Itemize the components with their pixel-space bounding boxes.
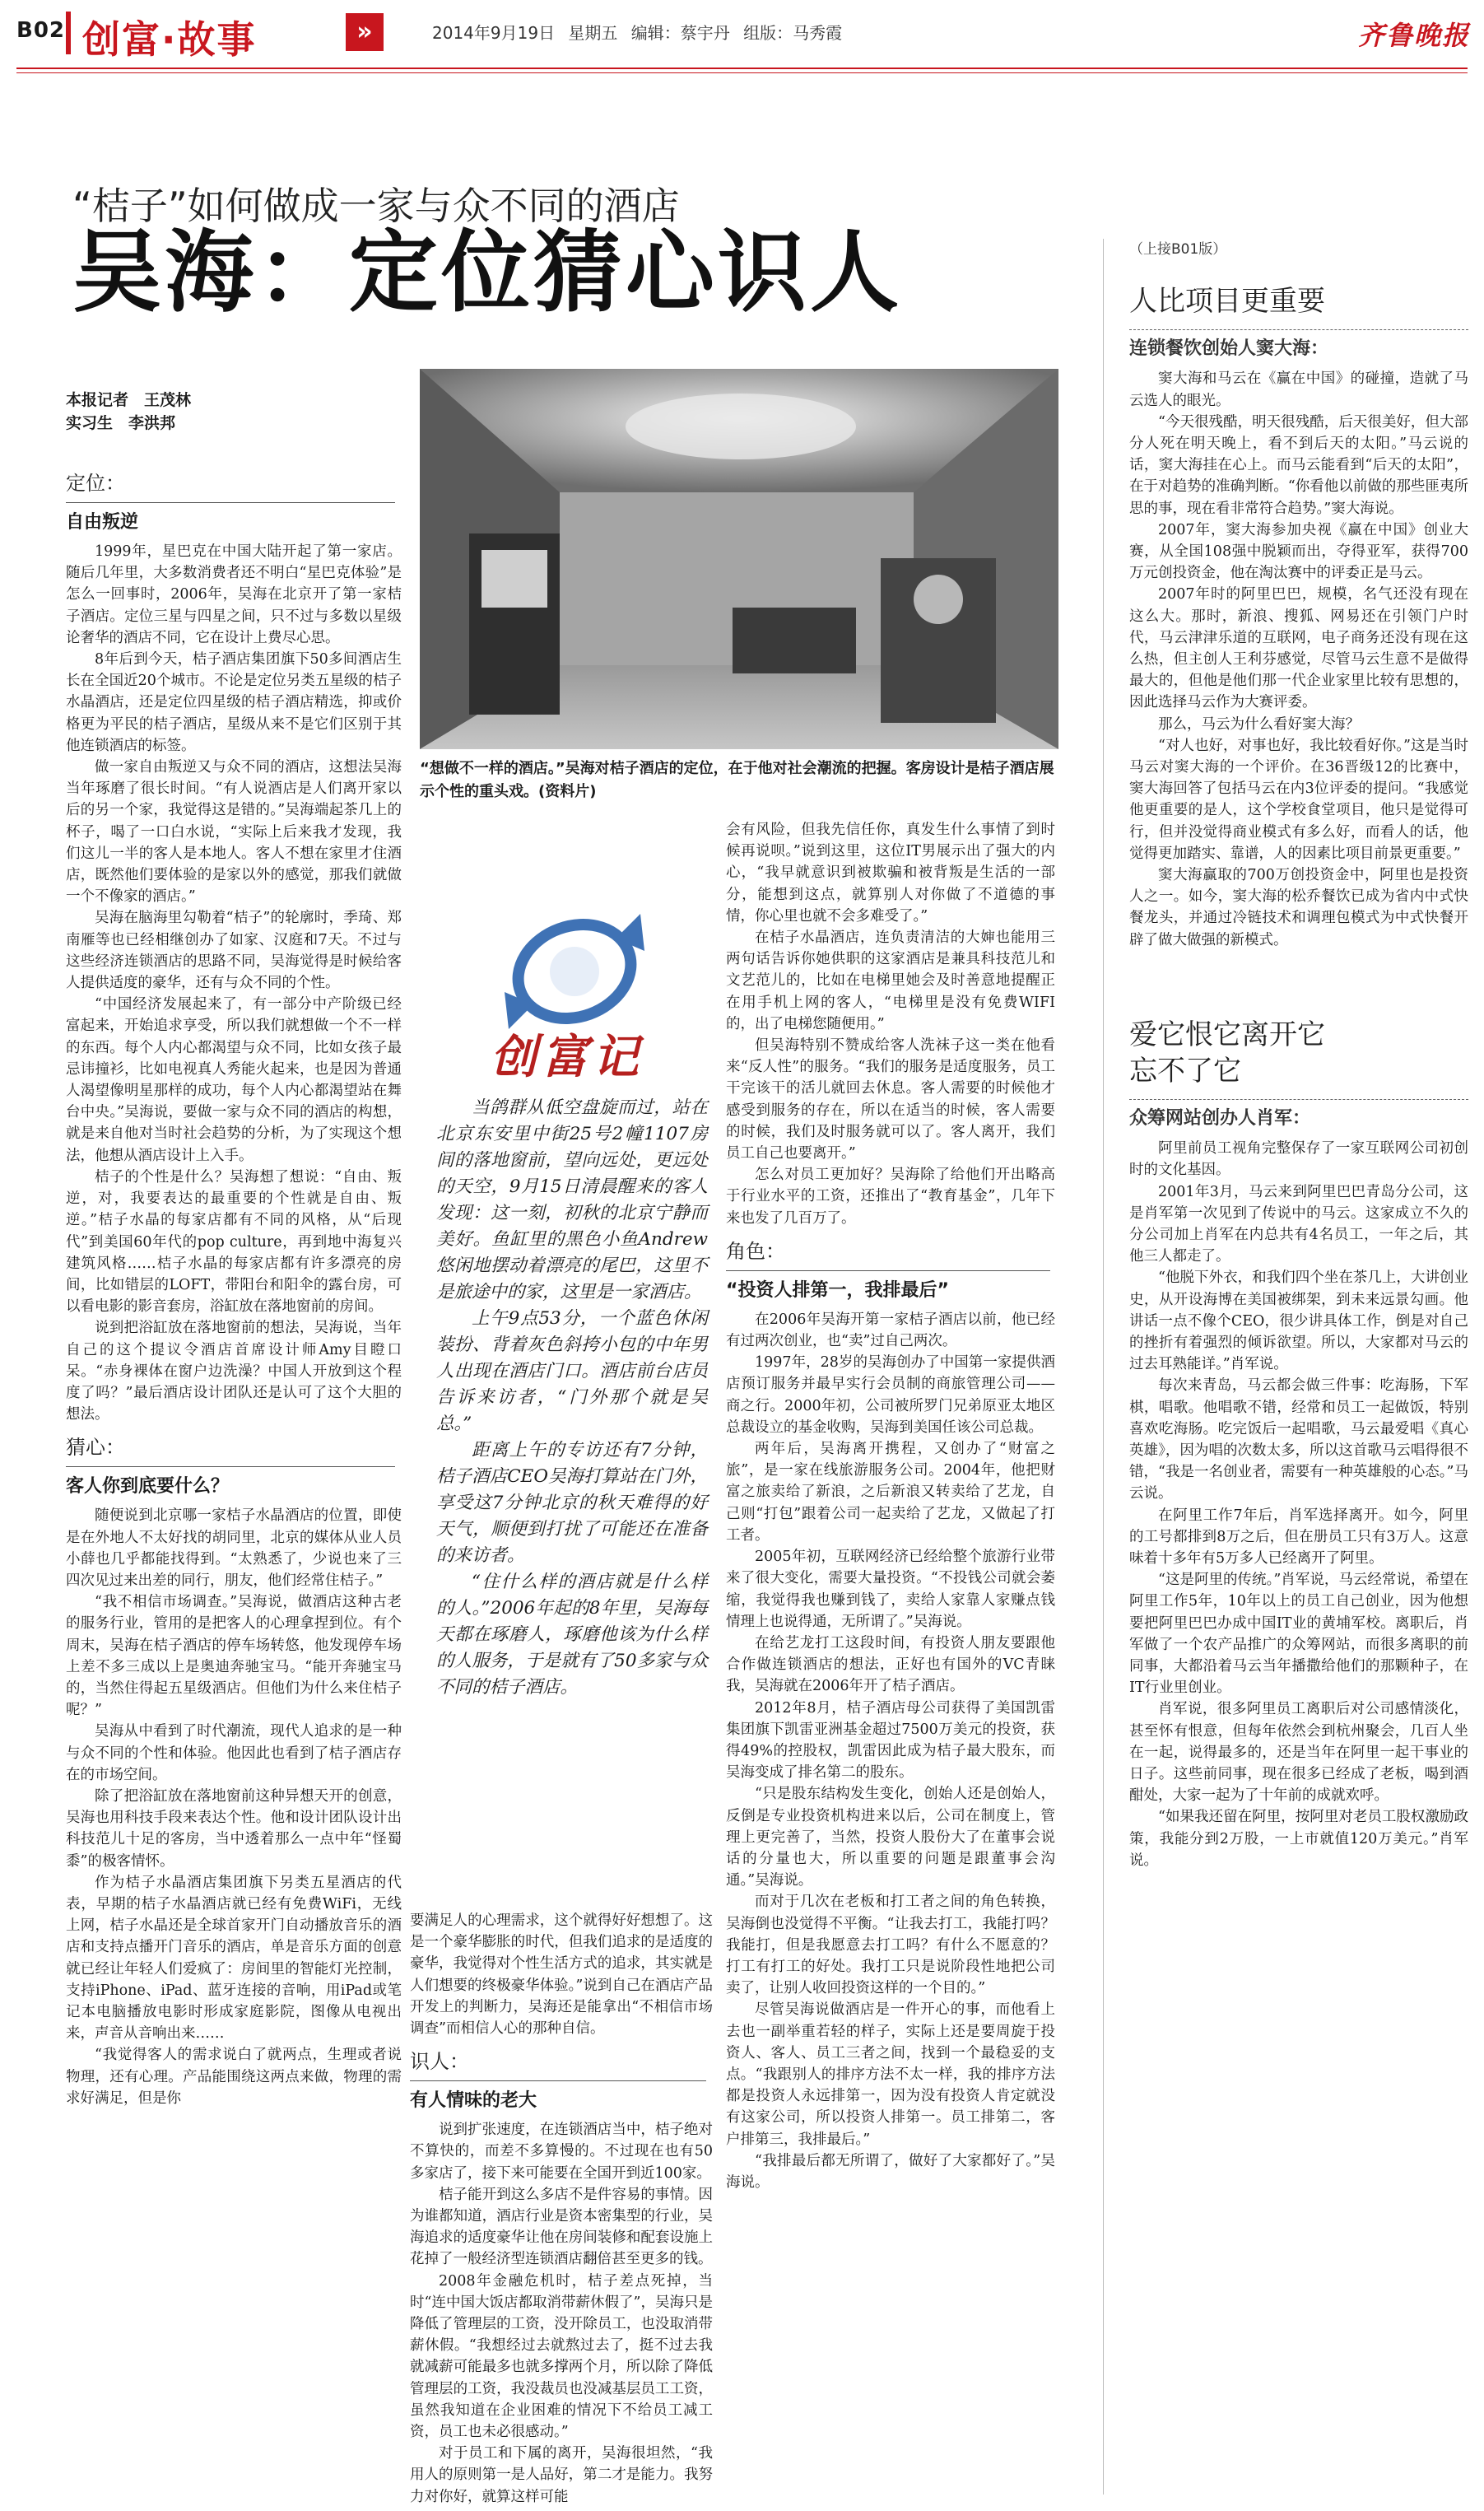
- section-subhead-boss: 有人情味的老大: [410, 2090, 537, 2112]
- article-paragraph: 说到把浴缸放在落地窗前的想法，吴海说，当年自己的这个提议令酒店首席设计师Amy目瞪口呆。“赤身裸体在窗户边洗澡？中国人开放到这个程度了吗？”最后酒店设计团队还是认可了这个大胆的想法。: [66, 1320, 402, 1423]
- section-subhead-free: 自由叛逆: [66, 512, 139, 533]
- article-paragraph: 除了把浴缸放在落地窗前这种异想天开的创意，吴海也用科技手段来表达个性。他和设计团队设计出科技范儿十足的客房，当中透着那么一点中年“怪蜀黍”的极客情怀。: [66, 1787, 402, 1870]
- lead-paragraph: “住什么样的酒店就是什么样的人。”2006年起的8年里，吴海每天都在琢磨人，琢磨他该为什么样的人服务，于是就有了50多家与众不同的桔子酒店。: [436, 1572, 708, 1698]
- article-paragraph: 作为桔子水晶酒店集团旗下另类五星酒店的代表，早期的桔子水晶酒店就已经有免费WiFi，无线上网，桔子水晶还是全球首家开门自动播放音乐的酒店和支持点播开门音乐的酒店，单是音乐方面的创意就已经让年轻人们爱疯了：房间里的智能灯光控制，支持iPhone、iPad、蓝牙连接的音响，用iPad或笔记本电脑播放电影时形成家庭影院，图像从电视出来，声音从音响出来……: [66, 1874, 402, 2043]
- lead-paragraph: 上午9点53分，一个蓝色休闲装扮、背着灰色斜挎小包的中年男人出现在酒店门口。酒店前台店员告诉来访者，“门外那个就是吴总。”: [436, 1308, 708, 1434]
- article-paragraph: 桔子能开到这么多店不是件容易的事情。因为谁都知道，酒店行业是资本密集型的行业，吴海追求的适度豪华让他在房间装修和配套设施上花掉了一般经济型连锁酒店翻倍甚至更多的钱。: [410, 2186, 713, 2268]
- lead-paragraph: 距离上午的专访还有7分钟，桔子酒店CEO吴海打算站在门外，享受这7分钟北京的秋天难得的好天气，顺便到打扰了可能还在准备的来访者。: [436, 1440, 708, 1566]
- section-heading-people: 识人：: [410, 2050, 469, 2074]
- lead-paragraph: 当鸽群从低空盘旋而过，站在北京东安里中街25号2幢1107房间的落地窗前，望向远处，更远处的天空，9月15日清晨醒来的客人发现：这一刻，初秋的北京宁静而美好。鱼缸里的黑色小鱼Andrew悠闲地摆动着漂亮的尾巴，这里不是旅途中的家，这里是一家酒店。: [436, 1097, 708, 1302]
- byline: [66, 389, 191, 435]
- sidebar-subhead-1: 连锁餐饮创始人窦大海：: [1129, 338, 1329, 360]
- article-paragraph: 怎么对员工更加好？吴海除了给他们开出略高于行业水平的工资，还推出了“教育基金”，几年下来也发了几百万了。: [726, 1167, 1055, 1227]
- section-rule: [410, 2080, 706, 2081]
- article-paragraph: 尽管吴海说做酒店是一件开心的事，而他看上去也一副举重若轻的样子，实际上还是要周旋于投资人、客人、员工三者之间，找到一个最稳妥的支点。“我跟别人的排序方法不太一样，我的排序方法都是投资人永远排第一，因为没有投资人肯定就没有这家公司，所以投资人排第一。员工排第二，客户排第三，我排最后。”: [726, 2001, 1055, 2148]
- sidebar-paragraph: 每次来青岛，马云都会做三件事：吃海肠，下军棋，唱歌。他唱歌不错，经常和员工一起做饭，特别喜欢吃海肠。吃完饭后一起唱歌，马云最爱唱《真心英雄》，因为唱的次数太多，所以这首歌马云唱得很不错，“我是一名创业者，需要有一种英雄般的心态。”马云说。: [1129, 1377, 1468, 1502]
- column-3: [726, 819, 1055, 2193]
- article-paragraph: 2012年8月，桔子酒店母公司获得了美国凯雷集团旗下凯雷亚洲基金超过7500万美元的投资，获得49%的控股权，凯雷因此成为桔子最大股东，而吴海变成了排名第二的股东。: [726, 1699, 1055, 1782]
- article-paragraph: “我觉得客人的需求说白了就两点，生理或者说物理，还有心理。产品能围绕这两点来做，物理的需求好满足，但是你: [66, 2047, 402, 2107]
- newspaper-logo: 齐鲁晚报: [1358, 20, 1471, 51]
- article-paragraph: 随便说到北京哪一家桔子水晶酒店的位置，即使是在外地人不太好找的胡同里，北京的媒体从业人员小薛也几乎都能找得到。“太熟悉了，少说也来了三四次见过来出差的同行，朋友，他们经常住桔子。”: [66, 1507, 402, 1589]
- section-heading-positioning: 定位：: [66, 472, 125, 495]
- section-rule: [66, 1466, 395, 1467]
- section-subhead-customer: 客人你到底要什么？: [66, 1476, 230, 1498]
- sidebar-subhead-2: 众筹网站创办人肖军：: [1129, 1107, 1311, 1129]
- emblem-text: 创富记: [491, 1030, 644, 1084]
- article-paragraph: 说到扩张速度，在连锁酒店当中，桔子绝对不算快的，而差不多算慢的。不过现在也有50多家店了，接下来可能要在全国开到近100家。: [410, 2122, 713, 2182]
- section-subhead-investor: “投资人排第一，我排最后”: [726, 1279, 949, 1301]
- column-1: [66, 469, 402, 2109]
- headline-kicker: “桔子”如何做成一家与众不同的酒店: [72, 184, 680, 228]
- dashed-rule: [1129, 1099, 1468, 1100]
- article-paragraph: 桔子的个性是什么？吴海想了想说：“自由、叛逆，对，我要表达的最重要的个性就是自由、叛逆。”桔子水晶的每家店都有不同的风格，从“后现代”到美国60年代的pop culture，再到地中海复兴建筑风格……桔子水晶的每家店都有许多漂亮的房间，比如错层的LOFT，带阳台和阳伞的露台房，可以看电影的影音套房，浴缸放在落地窗前的房间。: [66, 1168, 402, 1316]
- sidebar-paragraph: 2001年3月，马云来到阿里巴巴青岛分公司，这是肖军第一次见到了传说中的马云。这家成立不久的分公司加上肖军在内总共有4名员工，一年之后，其他三人都走了。: [1129, 1183, 1468, 1265]
- section-title: 创富·故事: [82, 17, 257, 62]
- issue-meta: 2014年9月19日 星期五 编辑：蔡宇丹 组版：马秀霞: [432, 23, 843, 43]
- sidebar-paragraph: “这是阿里的传统。”肖军说，马云经常说，希望在阿里工作5年，10年以上的员工自己创业，因为他想要把阿里巴巴办成中国IT业的黄埔军校。离职后，肖军做了一个农产品推广的众筹网站，而很多离职的前同事，大都沿着马云当年播撒给他们的那颗种子，在IT行业里创业。: [1129, 1572, 1468, 1697]
- sidebar-paragraph: “对人也好，对事也好，我比较看好你。”这是当时马云对窦大海的一个评价。在36晋级12的比赛中，窦大海回答了包括马云在内3位评委的提问。“我感觉他更重要的是人，这个学校食堂项目，他只是觉得可行，但并没觉得商业模式有多么好，而看人的话，他觉得更加踏实、靠谱，人的因素比项目前景更重要。”: [1129, 737, 1468, 862]
- article-paragraph: 在给艺龙打工这段时间，有投资人朋友要跟他合作做连锁酒店的想法，正好也有国外的VC青睐我，吴海就在2006年开了桔子酒店。: [726, 1634, 1055, 1695]
- article-paragraph: 1997年，28岁的吴海创办了中国第一家提供酒店预订服务并最早实行会员制的商旅管理公司——商之行。2000年初，公司被所罗门兄弟原亚太地区总裁设立的基金收购，吴海到美国任该公司总裁。: [726, 1354, 1055, 1436]
- article-paragraph: 1999年，星巴克在中国大陆开起了第一家店。随后几年里，大多数消费者还不明白“星巴克体验”是怎么一回事时，2006年，吴海在北京开了第一家桔子酒店。定位三星与四星之间，只不过与多数以星级论奢华的酒店不同，它在设计上费尽心思。: [66, 543, 402, 646]
- sidebar-paragraph: 窦大海和马云在《赢在中国》的碰撞，造就了马云选人的眼光。: [1129, 370, 1468, 409]
- article-paragraph: 吴海从中看到了时代潮流，现代人追求的是一种与众不同的个性和体验。他因此也看到了桔子酒店存在的市场空间。: [66, 1723, 402, 1783]
- sidebar: [1129, 239, 1468, 1871]
- article-paragraph: 在2006年吴海开第一家桔子酒店以前，他已经有过两次创业，也“卖”过自己两次。: [726, 1311, 1055, 1350]
- sidebar-paragraph: 那么，马云为什么看好窦大海？: [1158, 715, 1360, 733]
- sidebar-paragraph: 窦大海赢取的700万创投资金中，阿里也是投资人之一。如今，窦大海的松乔餐饮已成为省内中式快餐龙头，并通过冷链技术和调理包模式为中式快餐开辟了做大做强的新模式。: [1129, 867, 1468, 948]
- article-paragraph: 8年后到今天，桔子酒店集团旗下50多间酒店生长在全国近20个城市。不论是定位另类五星级的桔子水晶酒店，还是定位四星级的桔子酒店精选，抑或价格更为平民的桔子酒店，星级从来不是它们区别于其他连锁酒店的标签。: [66, 651, 402, 754]
- article-paragraph: 而对于几次在老板和打工者之间的角色转换，吴海倒也没觉得不平衡。“让我去打工，我能打吗？我能打，但是我愿意去打工吗？有什么不愿意的？打工有打工的好处。我打工只是说阶段性地把公司卖了，让别人收回投资这样的一个目的。”: [726, 1894, 1055, 1997]
- hotel-room-illustration: [420, 369, 1058, 749]
- chevron-right-icon: »: [346, 13, 384, 51]
- article-paragraph: “我排最后都无所谓了，做好了大家都好了。”吴海说。: [726, 2152, 1055, 2191]
- article-paragraph: 做一家自由叛逆又与众不同的酒店，这想法吴海当年琢磨了很长时间。“有人说酒店是人们离开家以后的另一个家，我觉得这是错的。”吴海端起茶几上的杯子，喝了一口白水说，“实际上后来我才发现，我们这儿一半的客人是本地人。客人不想在家里才住酒店，既然他们要体验的是家以外的感觉，那我们就做一个不像家的酒店。”: [66, 759, 402, 906]
- photo-caption: “想做不一样的酒店。”吴海对桔子酒店的定位，在于他对社会潮流的把握。客房设计是桔子酒店展示个性的重头戏。(资料片): [420, 760, 1054, 800]
- sidebar-paragraph: 肖军说，很多阿里员工离职后对公司感情淡化，甚至怀有恨意，但每年依然会到杭州聚会，几百人坐在一起，说得最多的，还是当年在阿里一起干事业的日子。这些前同事，现在很多已经成了老板，喝到酒酣处，大家一起为了十年前的成就欢呼。: [1129, 1701, 1468, 1805]
- sidebar-paragraph: 2007年，窦大海参加央视《赢在中国》创业大赛，从全国108强中脱颖而出，夺得亚军，获得700万元创投资金，他在淘汰赛中的评委正是马云。: [1129, 521, 1468, 582]
- masthead-rule-thin: [16, 72, 1468, 73]
- article-paragraph: 要满足人的心理需求，这个就得好好想想了。这是一个豪华膨胀的时代，但我们追求的是适度的豪华，我觉得对个性生活方式的追求，其实就是人们想要的终极豪华体验。”说到自己在酒店产品开发上的判断力，吴海还是能拿出“不相信市场调查”而相信人心的那种自信。: [410, 1912, 713, 2038]
- article-paragraph: 在桔子水晶酒店，连负责清洁的大婶也能用三两句话告诉你她供职的这家酒店是兼具科技范儿和文艺范儿的，比如在电梯里她会及时善意地提醒正在用手机上网的客人，“电梯里是没有免费WIFI的，出了电梯您随便用。”: [726, 929, 1055, 1032]
- article-paragraph: 两年后，吴海离开携程，又创办了“财富之旅”，是一家在线旅游服务公司。2004年，他把财富之旅卖给了新浪，之后新浪又转卖给了艺龙，自己则“打包”跟着公司一起卖给了艺龙，又做起了打工者。: [726, 1441, 1055, 1544]
- article-paragraph: 2008年金融危机时，桔子差点死掉，当时“连中国大饭店都取消带薪休假了”，吴海只是降低了管理层的工资，没开除员工，也没取消带薪休假。“我想经过去就熬过去了，挺不过去我就减薪可能最多也就多撑两个月，所以除了降低管理层的工资，我没裁员也没减基层员工工资，虽然我知道在企业困难的情况下不给员工减工资，员工也未必很感动。”: [410, 2272, 713, 2441]
- article-paragraph: 吴海在脑海里勾勒着“桔子”的轮廓时，季琦、郑南雁等也已经相继创办了如家、汉庭和7天。不过与这些经济连锁酒店的思路不同，吴海觉得是时候给客人提供适度的豪华，还有与众不同的个性。: [66, 910, 402, 992]
- headline-title: 吴海：定位猜心识人: [72, 221, 903, 324]
- article-paragraph: “只是股东结构发生变化，创始人还是创始人，反倒是专业投资机构进来以后，公司在制度上，管理上更完善了，当然，投资人股份大了在董事会说话的分量也大，所以重要的问题是跟董事会沟通。”吴海说。: [726, 1786, 1055, 1889]
- article-paragraph: 但吴海特别不赞成给客人洗袜子这一类在他看来“反人性”的服务。“我们的服务是适度服务，员工干完该干的活儿就回去休息。客人需要的时候他才感受到服务的存在，所以在适当的时候，客人需要的时候，我们及时服务就可以了。客人离开，我们员工自己也要离开。”: [726, 1037, 1055, 1162]
- masthead: [0, 0, 1484, 62]
- sidebar-paragraph: 2007年时的阿里巴巴，规模，名气还没有现在这么大。那时，新浪、搜狐、网易还在引领门户时代，马云津津乐道的互联网，电子商务还没有现在这么热，但主创人王利芬感觉，尽管马云生意不是做得最大的，但他是他们那一代企业家里比较有思想的，因此选择马云作为大赛评委。: [1129, 586, 1468, 711]
- section-heading-guess: 猜心：: [66, 1436, 125, 1460]
- column-separator: [1103, 239, 1104, 2495]
- sidebar-title-2a: 爱它恨它离开它: [1129, 1018, 1325, 1051]
- column-2: [410, 1910, 713, 2508]
- hotel-room-photo: [420, 369, 1058, 749]
- continued-note: （上接B01版）: [1129, 241, 1227, 258]
- article-paragraph: 2005年初，互联网经济已经给整个旅游行业带来了很大变化，需要大量投资。“不投钱公司就会萎缩，我觉得我也赚到钱了，卖给人家靠人家赚点钱情理上也说得通，无所谓了。”吴海说。: [726, 1549, 1055, 1630]
- section-heading-role: 角色：: [726, 1239, 785, 1263]
- article-paragraph: “我不相信市场调查。”吴海说，做酒店这种古老的服务行业，管用的是把客人的心理拿捏到位。有个周末，吴海在桔子酒店的停车场转悠，他发现停车场上差不多三成以上是奥迪奔驰宝马。“能开奔驰宝马的，当然住得起五星级酒店。但他们为什么来住桔子呢？”: [66, 1594, 402, 1719]
- section-marker: [66, 12, 71, 54]
- sidebar-paragraph: “今天很残酷，明天很残酷，后天很美好，但大部分人死在明天晚上，看不到后天的太阳。”马云说的话，窦大海挂在心上。而马云能看到“后天的太阳”，在于对趋势的准确判断。“你看他以前做的那些匪夷所思的事，现在看非常符合趋势。”窦大海说。: [1129, 413, 1468, 517]
- article-paragraph: 对于员工和下属的离开，吴海很坦然，“我用人的原则第一是人品好，第二才是能力。我努力对你好，就算这样可能: [410, 2445, 713, 2505]
- sidebar-spacer: [1129, 951, 1468, 1017]
- sidebar-paragraph: 阿里前员工视角完整保存了一家互联网公司初创时的文化基因。: [1129, 1140, 1468, 1179]
- column-2-lead: [436, 1095, 708, 1701]
- section-rule: [726, 1270, 1050, 1271]
- sidebar-paragraph: “他脱下外衣，和我们四个坐在茶几上，大讲创业史，从开设海博在美国被绑架，到未来远景勾画。他讲话一点不像个CEO，很少讲具体工作，倒是对自己的挫折有着强烈的倾诉欲望。所以，大家都对马云的过去耳熟能详。”肖军说。: [1129, 1269, 1468, 1373]
- page-number: B02: [16, 18, 65, 43]
- masthead-rule: [16, 68, 1468, 69]
- chuangfu-emblem: [476, 906, 698, 1095]
- sidebar-title-2b: 忘不了它: [1129, 1054, 1241, 1088]
- sidebar-paragraph: “如果我还留在阿里，按阿里对老员工股权激励政策，我能分到2万股，一上市就值120万美元。”肖军说。: [1129, 1809, 1468, 1869]
- byline-intern: 实习生 李洪邦: [66, 414, 176, 432]
- byline-reporter: 本报记者 王茂林: [66, 391, 192, 409]
- sidebar-paragraph: 在阿里工作7年后，肖军选择离开。如今，阿里的工号都排到8万之后，但在册员工只有3万人。这意味着十多年有5万多人已经离开了阿里。: [1129, 1507, 1468, 1567]
- sidebar-title-1: 人比项目更重要: [1129, 285, 1325, 319]
- article-paragraph: 会有风险，但我先信任你，真发生什么事情了到时候再说呗。”说到这里，这位IT男展示出了强大的内心，“我早就意识到被欺骗和被背叛是生活的一部分，能想到这点，就算别人对你做了不道德的事情，你心里也就不会多难受了。”: [726, 822, 1055, 925]
- dashed-rule: [1129, 329, 1468, 330]
- section-rule: [66, 502, 395, 503]
- article-paragraph: “中国经济发展起来了，有一部分中产阶级已经富起来，开始追求享受，所以我们就想做一个不一样的东西。每个人内心都渴望与众不同，比如女孩子最忌讳撞衫，比如电视真人秀能火起来，也是因为普通人渴望像明星那样的成功，每个人内心都渴望站在舞台中央。”吴海说，要做一家与众不同的酒店的构想，就是来自他对当时社会趋势的分析，为了实现这个想法，他想从酒店设计上入手。: [66, 996, 402, 1164]
